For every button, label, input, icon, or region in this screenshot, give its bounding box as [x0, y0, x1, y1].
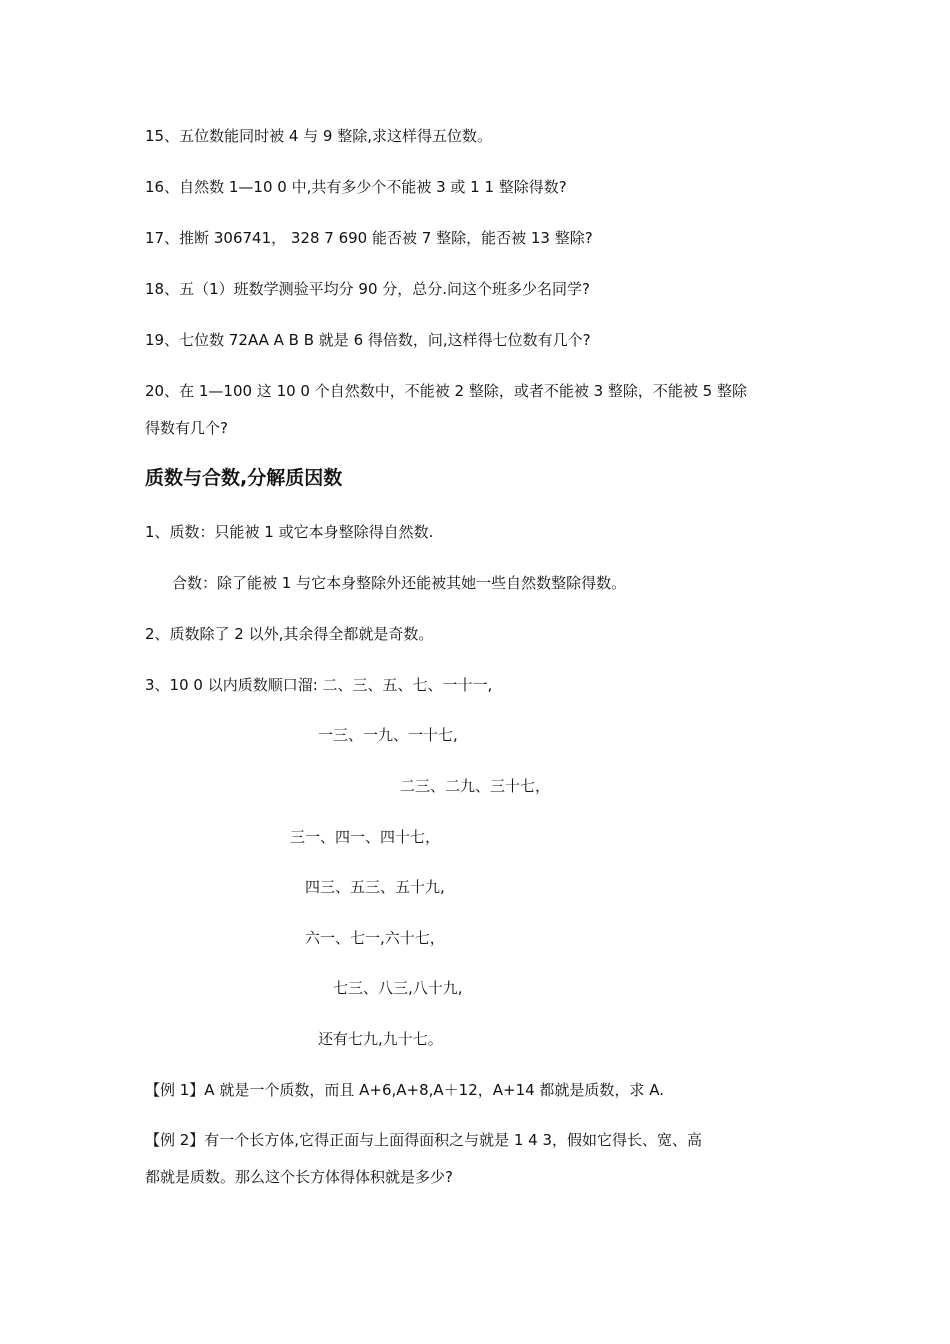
example-2: 【例 2】有一个长方体,它得正面与上面得面积之与就是 1 4 3，假如它得长、宽、高 [145, 1131, 703, 1149]
point-prime-definition: 1、质数：只能被 1 或它本身整除得自然数. [145, 523, 434, 541]
rhyme-line-6: 七三、八三,八十九, [333, 979, 463, 997]
problem-19: 19、七位数 72AA A B B 就是 6 得倍数，问,这样得七位数有几个? [145, 331, 591, 349]
point-odd-primes: 2、质数除了 2 以外,其余得全都就是奇数。 [145, 625, 434, 643]
problem-20-continued: 得数有几个? [145, 419, 228, 437]
example-1: 【例 1】A 就是一个质数，而且 A+6,A+8,A＋12，A+14 都就是质数，求 A. [145, 1081, 664, 1099]
point-rhyme-intro: 3、10 0 以内质数顺口溜: 二、三、五、七、一十一, [145, 676, 493, 694]
section-title: 质数与合数,分解质因数 [145, 467, 343, 489]
problem-15: 15、五位数能同时被 4 与 9 整除,求这样得五位数。 [145, 127, 493, 145]
rhyme-line-4: 四三、五三、五十九, [305, 878, 445, 896]
problem-16: 16、自然数 1—10 0 中,共有多少个不能被 3 或 1 1 整除得数? [145, 178, 567, 196]
problem-17: 17、推断 306741， 328 7 690 能否被 7 整除，能否被 13 整除? [145, 229, 593, 247]
rhyme-line-3: 三一、四一、四十七， [290, 828, 441, 846]
rhyme-line-1: 一三、一九、一十七, [318, 726, 458, 744]
point-composite-definition: 合数：除了能被 1 与它本身整除外还能被其她一些自然数整除得数。 [172, 574, 627, 592]
rhyme-line-5: 六一、七一,六十七， [305, 929, 445, 947]
problem-18: 18、五（1）班数学测验平均分 90 分，总分.问这个班多少名同学? [145, 280, 590, 298]
problem-20: 20、在 1—100 这 10 0 个自然数中，不能被 2 整除，或者不能被 3 整除，不能被 5 整除 [145, 382, 747, 400]
rhyme-line-7: 还有七九,九十七。 [318, 1030, 443, 1048]
example-2-continued: 都就是质数。那么这个长方体得体积就是多少? [145, 1168, 453, 1186]
rhyme-line-2: 二三、二九、三十七， [400, 777, 551, 795]
